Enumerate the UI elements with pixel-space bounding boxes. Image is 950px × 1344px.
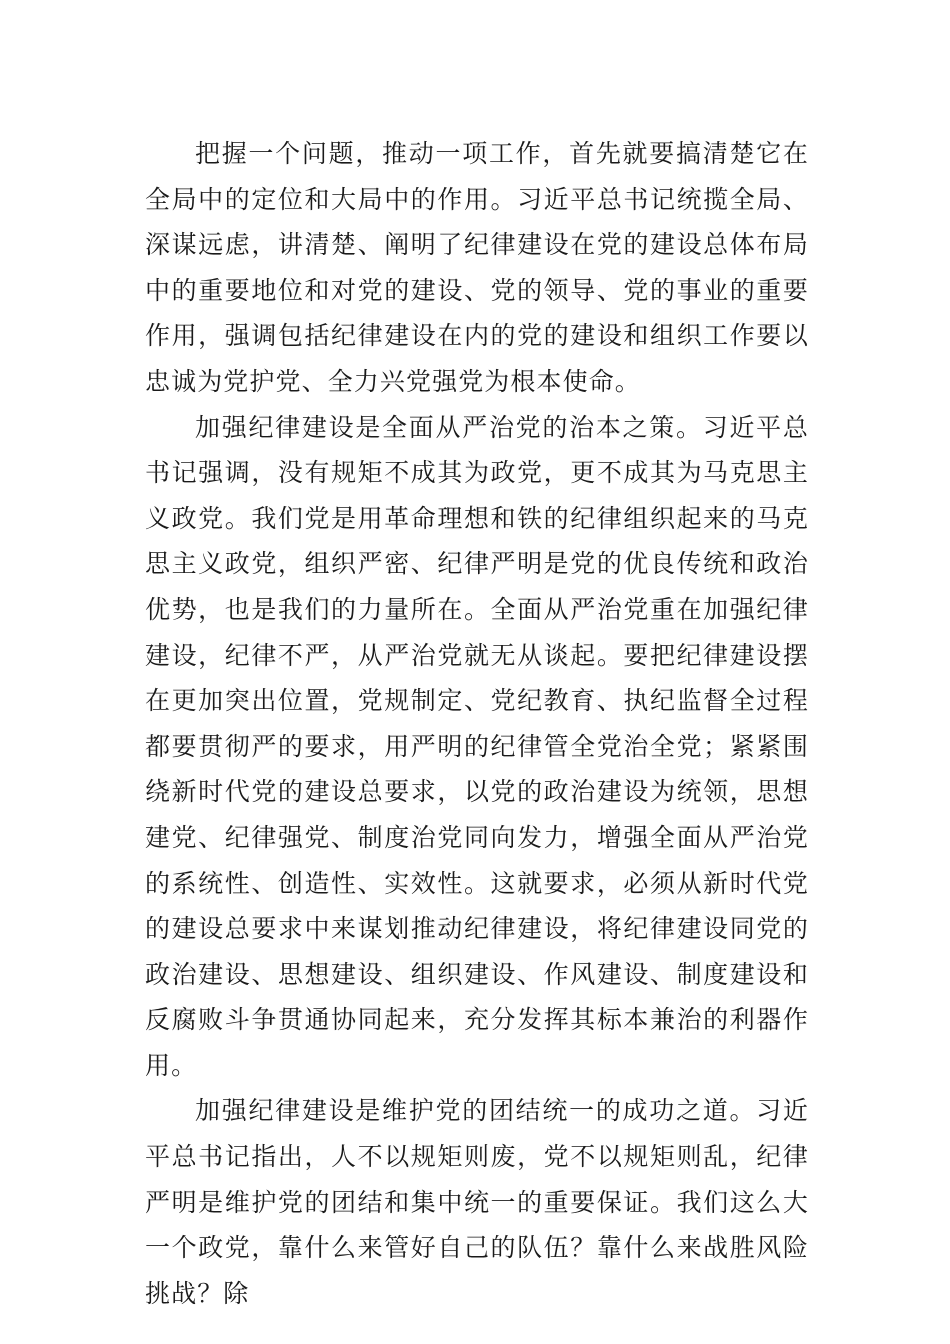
paragraph-1: 把握一个问题，推动一项工作，首先就要搞清楚它在全局中的定位和大局中的作用。习近平总书记统揽全局、深谋远虑，讲清楚、阐明了纪律建设在党的建设总体布局中的重要地位和对党的建设、党的领导、党的事业的重要作用，强调包括纪律建设在内的党的建设和组织工作要以忠诚为党护党、全力兴党强党为根本使命。 [145, 139, 809, 396]
paragraph-3: 加强纪律建设是维护党的团结统一的成功之道。习近平总书记指出，人不以规矩则废，党不以规矩则乱，纪律严明是维护党的团结和集中统一的重要保证。我们这么大一个政党，靠什么来管好自己的队伍？靠什么来战胜风险挑战？除 [145, 1096, 809, 1308]
paragraph-2: 加强纪律建设是全面从严治党的治本之策。习近平总书记强调，没有规矩不成其为政党，更不成其为马克思主义政党。我们党是用革命理想和铁的纪律组织起来的马克思主义政党，组织严密、纪律严明是党的优良传统和政治优势，也是我们的力量所在。全面从严治党重在加强纪律建设，纪律不严，从严治党就无从谈起。要把纪律建设摆在更加突出位置，党规制定、党纪教育、执纪监督全过程都要贯彻严的要求，用严明的纪律管全党治全党；紧紧围绕新时代党的建设总要求，以党的政治建设为统领，思想建党、纪律强党、制度治党同向发力，增强全面从严治党的系统性、创造性、实效性。这就要求，必须从新时代党的建设总要求中来谋划推动纪律建设，将纪律建设同党的政治建设、思想建设、组织建设、作风建设、制度建设和反腐败斗争贯通协同起来，充分发挥其标本兼治的利器作用。 [145, 412, 809, 1080]
document-body [145, 131, 809, 1316]
